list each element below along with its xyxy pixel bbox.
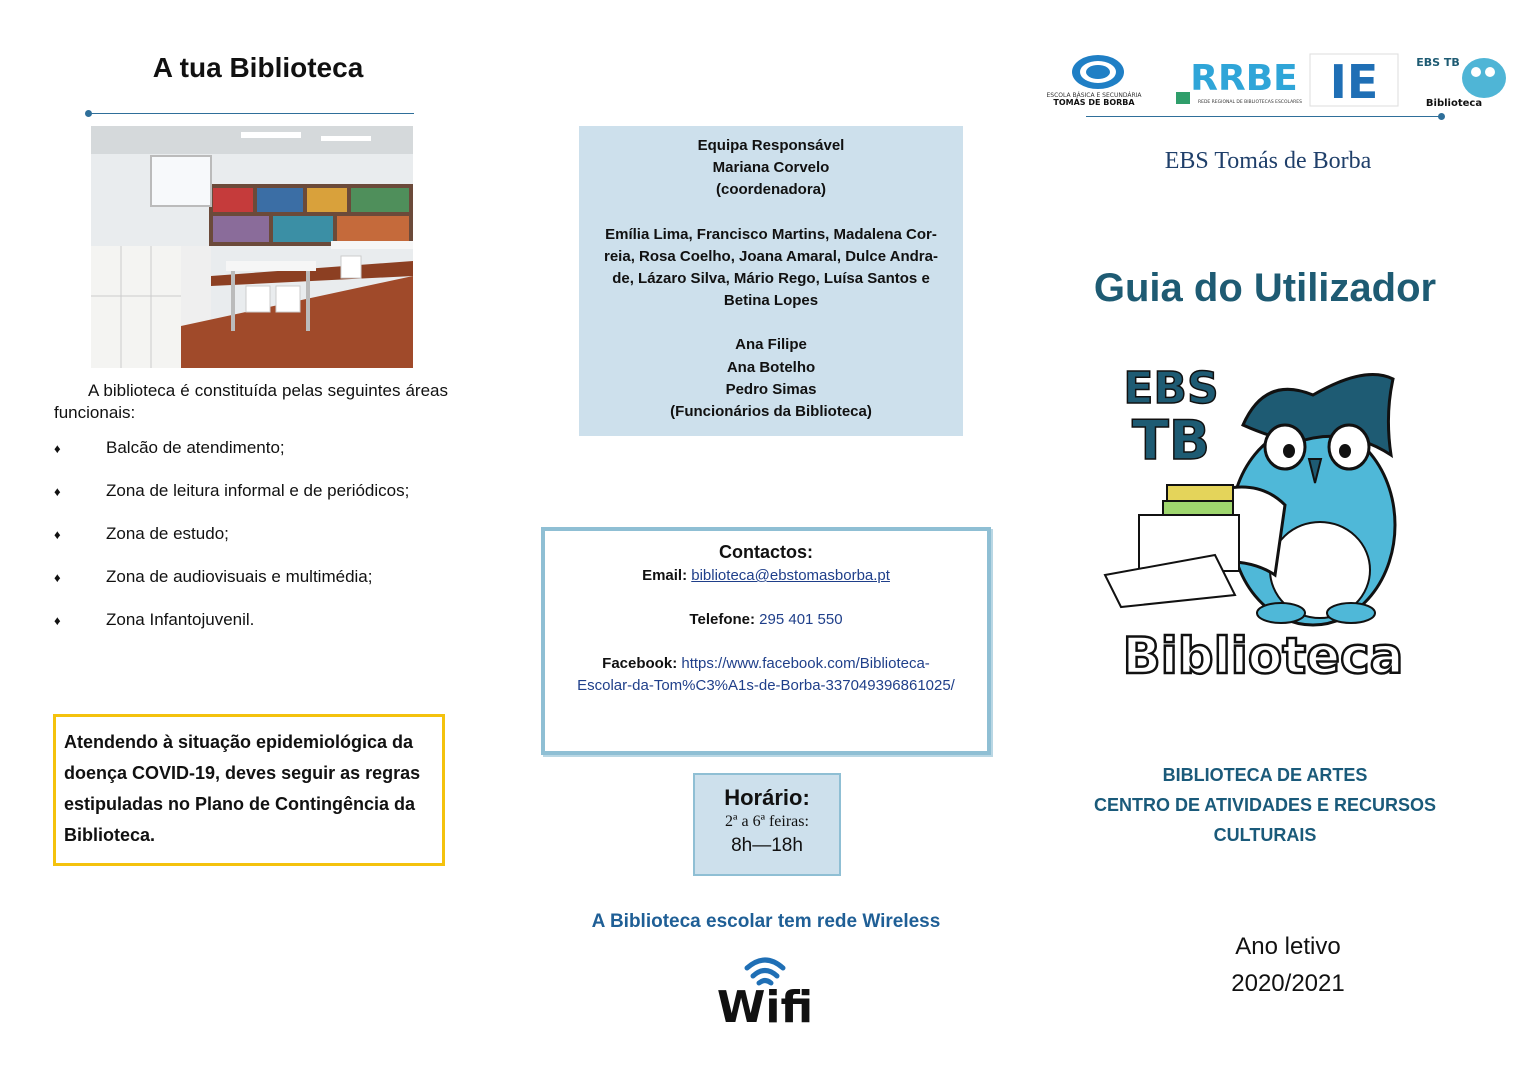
svg-text:TOMÁS DE BORBA: TOMÁS DE BORBA [1053, 98, 1135, 107]
wifi-icon [695, 948, 835, 1028]
contacts-box [541, 527, 991, 755]
school-year-label: Ano letivo [1235, 933, 1341, 960]
hours-title: Horário: [724, 785, 810, 810]
coordinator-role: (coordenadora) [715, 181, 826, 199]
staff-name: Ana Filipe [735, 336, 807, 354]
hours-box [693, 773, 841, 876]
phone-label: Telefone: [689, 611, 755, 628]
owl-library-logo-icon [1095, 355, 1415, 685]
team-members-line: reia, Rosa Coelho, Joana Amaral, Dulce Andra- [604, 247, 938, 265]
staff-name: Ana Botelho [726, 358, 816, 376]
staff-role: (Funcionários da Biblioteca) [670, 403, 872, 421]
svg-text:Biblioteca: Biblioteca [1122, 627, 1404, 685]
contacts-title: Contactos: [719, 542, 813, 562]
team-heading: Equipa Responsável [697, 137, 845, 154]
hours-time: 8h—18h [731, 835, 803, 856]
diamond-bullet-icon: ♦ [54, 441, 61, 456]
guide-title: Guia do Utilizador [1093, 266, 1437, 310]
area-label: Zona de estudo; [106, 524, 229, 543]
school-year-value: 2020/2021 [1231, 970, 1345, 997]
svg-text:REDE REGIONAL DE BIBLIOTECAS E: REDE REGIONAL DE BIBLIOTECAS ESCOLARES [1197, 100, 1303, 105]
wireless-notice: A Biblioteca escolar tem rede Wireless [591, 911, 941, 932]
logo-divider [1086, 116, 1442, 117]
svg-text:RRBE: RRBE [1190, 58, 1298, 99]
list-item [54, 610, 474, 653]
list-item [54, 524, 474, 567]
functional-areas-list [54, 438, 474, 653]
library-photo [91, 126, 413, 368]
svg-text:IE: IE [1329, 55, 1379, 109]
team-members-line: Betina Lopes [723, 292, 819, 310]
staff-name: Pedro Simas [725, 380, 817, 398]
area-label: Zona Infantojuvenil. [106, 610, 255, 629]
diamond-bullet-icon: ♦ [54, 527, 61, 542]
team-members-line: de, Lázaro Silva, Mário Rego, Luísa Santos e [612, 270, 930, 288]
facebook-link[interactable]: https://www.facebook.com/Biblioteca- [681, 655, 930, 672]
list-item [54, 567, 474, 610]
intro-paragraph: A biblioteca é constituída pelas seguintes áreas funcionais: [54, 381, 448, 422]
facebook-label: Facebook: [602, 655, 678, 672]
svg-text:Biblioteca: Biblioteca [1425, 98, 1483, 109]
team-box [579, 126, 963, 436]
svg-text:TB: TB [1132, 409, 1210, 472]
ebstb-small-logo-icon [1416, 56, 1506, 109]
school-logo-icon [1046, 55, 1142, 107]
subtitle-line: CENTRO DE ATIVIDADES E RECURSOS [1093, 795, 1437, 815]
library-subtitle [1060, 760, 1470, 850]
list-item [54, 481, 474, 524]
title-divider [88, 113, 414, 114]
facebook-link-continued[interactable]: Escolar-da-Tom%C3%A1s-de-Borba-337049396861025/ [577, 677, 955, 694]
svg-text:EBS: EBS [1123, 363, 1219, 414]
partner-logos [1038, 50, 1514, 112]
diamond-bullet-icon: ♦ [54, 613, 61, 628]
ie-logo-icon [1310, 54, 1398, 109]
area-label: Balcão de atendimento; [106, 438, 285, 457]
team-members-line: Emília Lima, Francisco Martins, Madalena Cor- [605, 225, 937, 243]
wifi-logo-text: Wifi [716, 982, 814, 1028]
subtitle-line: CULTURAIS [1213, 825, 1317, 845]
diamond-bullet-icon: ♦ [54, 484, 61, 499]
svg-text:ESCOLA BÁSICA E SECUNDÁRIA: ESCOLA BÁSICA E SECUNDÁRIA [1046, 92, 1142, 99]
email-label: Email: [642, 567, 688, 584]
area-label: Zona de audiovisuais e multimédia; [106, 567, 373, 586]
covid-notice-text: Atendendo à situação epidemiológica da doença COVID-19, deves seguir as regras estipuladas no Plano de Contingência da Biblioteca. [64, 732, 421, 845]
area-label: Zona de leitura informal e de periódicos; [106, 481, 410, 500]
covid-notice-box [53, 714, 445, 866]
diamond-bullet-icon: ♦ [54, 570, 61, 585]
rrbe-logo-icon [1176, 58, 1302, 105]
subtitle-line: BIBLIOTECA DE ARTES [1162, 765, 1368, 785]
phone-number[interactable]: 295 401 550 [759, 611, 843, 628]
svg-text:EBS TB: EBS TB [1416, 56, 1460, 69]
left-panel-title: A tua Biblioteca [152, 52, 364, 83]
coordinator-name: Mariana Corvelo [712, 159, 830, 177]
hours-days: 2ª a 6ª feiras: [725, 813, 809, 830]
school-year [1180, 928, 1396, 1002]
school-name: EBS Tomás de Borba [1164, 148, 1372, 174]
list-item [54, 438, 474, 481]
email-link[interactable]: biblioteca@ebstomasborba.pt [691, 567, 890, 584]
